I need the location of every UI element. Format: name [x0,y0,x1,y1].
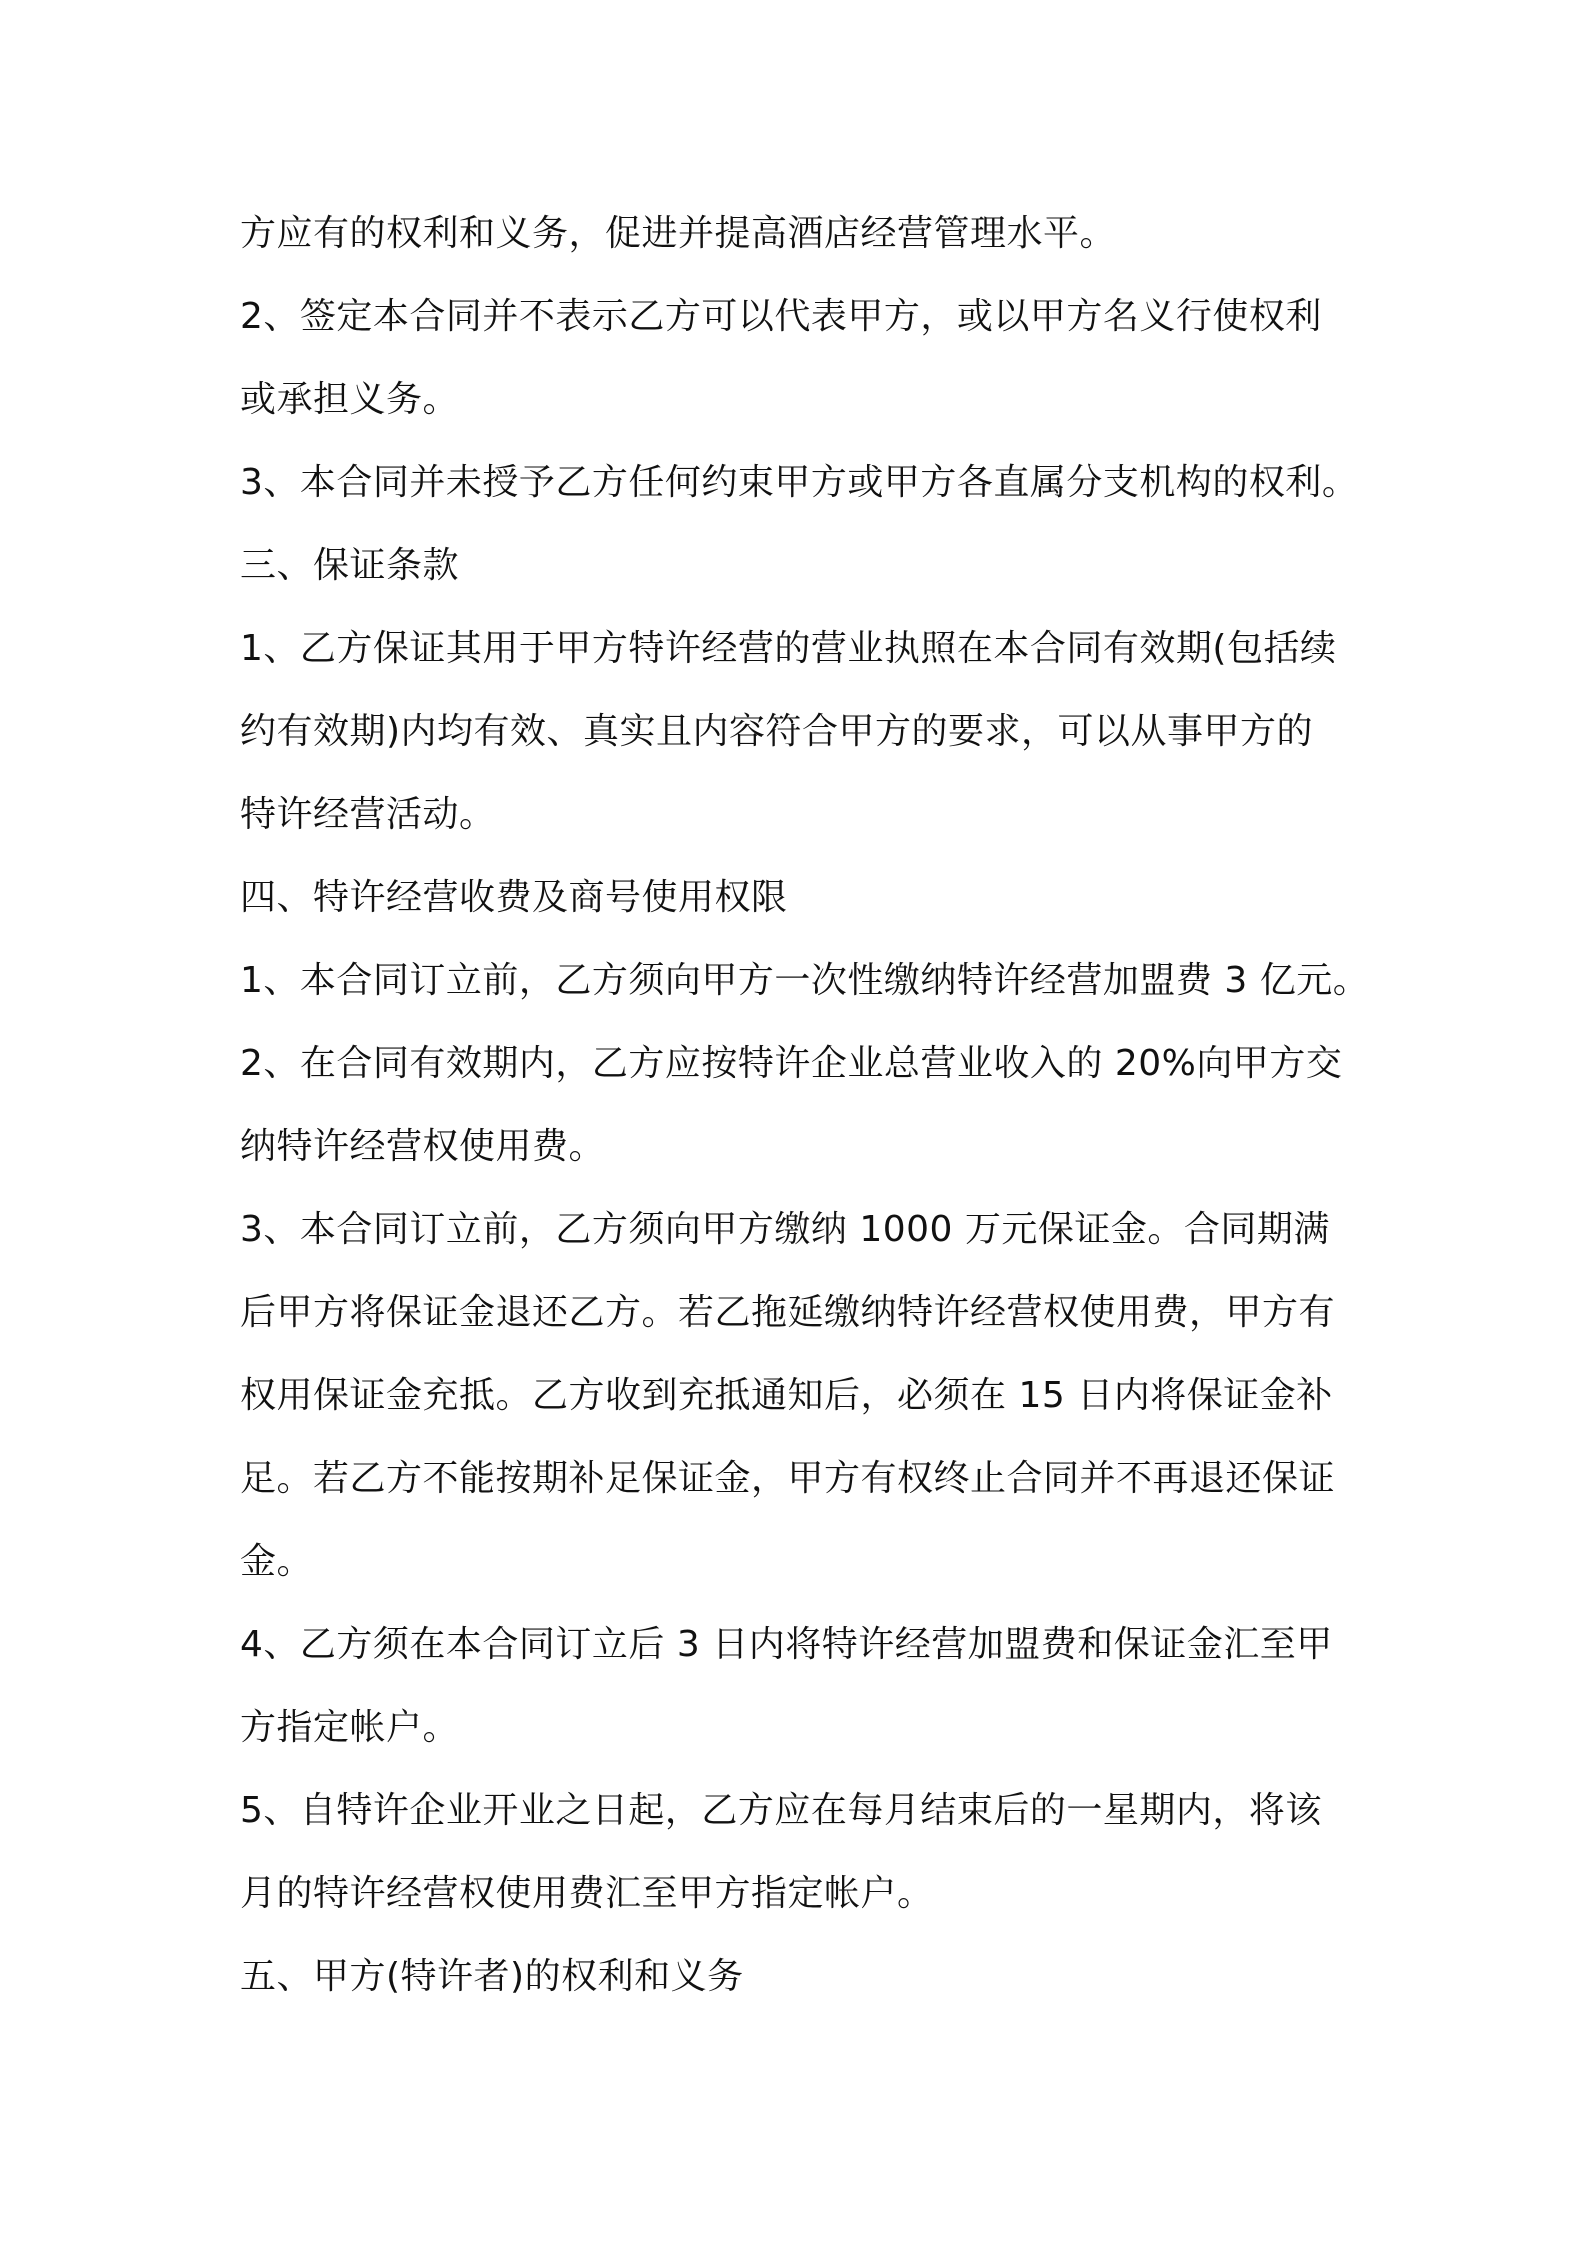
section-heading: 五、甲方(特许者)的权利和义务 [240,1956,744,1997]
text-line: 3、本合同订立前，乙方须向甲方缴纳 1000 万元保证金。合同期满 [240,1209,1330,1250]
text-line: 2、签定本合同并不表示乙方可以代表甲方，或以甲方名义行使权利 [240,296,1322,337]
text-line: 3、本合同并未授予乙方任何约束甲方或甲方各直属分支机构的权利。 [240,462,1359,503]
text-line: 2、在合同有效期内，乙方应按特许企业总营业收入的 20%向甲方交 [240,1043,1343,1084]
text-line: 月的特许经营权使用费汇至甲方指定帐户。 [240,1873,934,1914]
text-line: 足。若乙方不能按期补足保证金，甲方有权终止合同并不再退还保证 [240,1458,1336,1499]
section-heading: 三、保证条款 [240,545,460,586]
text-line: 权用保证金充抵。乙方收到充抵通知后，必须在 15 日内将保证金补 [240,1375,1333,1416]
text-line: 4、乙方须在本合同订立后 3 日内将特许经营加盟费和保证金汇至甲 [240,1624,1333,1665]
text-line: 约有效期)内均有效、真实且内容符合甲方的要求，可以从事甲方的 [240,711,1314,752]
text-line: 特许经营活动。 [240,794,496,835]
text-line: 1、乙方保证其用于甲方特许经营的营业执照在本合同有效期(包括续 [240,628,1337,669]
text-line: 纳特许经营权使用费。 [240,1126,606,1167]
text-line: 1、本合同订立前，乙方须向甲方一次性缴纳特许经营加盟费 3 亿元。 [240,960,1370,1001]
text-line: 方应有的权利和义务，促进并提高酒店经营管理水平。 [240,213,1117,254]
text-line: 或承担义务。 [240,379,460,420]
text-line: 5、自特许企业开业之日起，乙方应在每月结束后的一星期内，将该 [240,1790,1322,1831]
text-line: 后甲方将保证金退还乙方。若乙拖延缴纳特许经营权使用费，甲方有 [240,1292,1336,1333]
text-line: 金。 [240,1541,314,1582]
contract-text [240,192,1370,2018]
text-line: 方指定帐户。 [240,1707,460,1748]
section-heading: 四、特许经营收费及商号使用权限 [240,877,788,918]
